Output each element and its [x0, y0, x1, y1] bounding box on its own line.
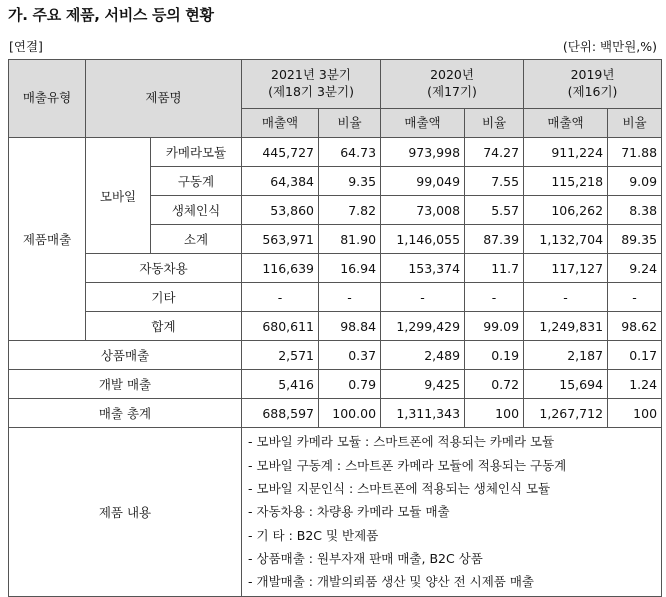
- product-sales-table: [8, 59, 662, 597]
- row-name: 상품매출: [9, 341, 242, 370]
- header-sales-type: 매출유형: [9, 60, 86, 138]
- period-2020-year: 2020년: [430, 67, 474, 83]
- cell-value: 1,249,831: [524, 312, 608, 341]
- cell-value: 688,597: [242, 399, 319, 428]
- unit-label: (단위: 백만원,%): [562, 39, 657, 54]
- cell-value: 71.88: [608, 138, 662, 167]
- table-row: [9, 370, 662, 399]
- cell-value: 87.39: [465, 225, 524, 254]
- cell-value: 0.37: [319, 341, 381, 370]
- cell-value: 73,008: [381, 196, 465, 225]
- row-name: 생체인식: [151, 196, 242, 225]
- cell-value: 0.72: [465, 370, 524, 399]
- description-line: - 개발매출 : 개발의뢰품 생산 및 양산 전 시제품 매출: [248, 574, 534, 590]
- period-2021q3-term: (제18기 3분기): [268, 84, 354, 99]
- table-row: [9, 283, 662, 312]
- row-name: 소계: [151, 225, 242, 254]
- cell-value: 2,489: [381, 341, 465, 370]
- cell-value: 11.7: [465, 254, 524, 283]
- header-ratio-2019: 비율: [608, 109, 662, 138]
- cell-value: 5,416: [242, 370, 319, 399]
- header-period-2021q3: [242, 60, 381, 109]
- header-period-2020: [381, 60, 524, 109]
- cell-value: 9.35: [319, 167, 381, 196]
- cell-value: 9,425: [381, 370, 465, 399]
- cell-value: 153,374: [381, 254, 465, 283]
- cell-value: -: [242, 283, 319, 312]
- row-name: 기타: [86, 283, 242, 312]
- consolidated-label: [연결]: [9, 39, 43, 54]
- description-line: - 기 타 : B2C 및 반제품: [248, 527, 379, 543]
- cell-value: 0.19: [465, 341, 524, 370]
- cell-value: 106,262: [524, 196, 608, 225]
- cell-value: 115,218: [524, 167, 608, 196]
- cell-value: 8.38: [608, 196, 662, 225]
- cell-value: 117,127: [524, 254, 608, 283]
- cell-value: 74.27: [465, 138, 524, 167]
- header-amount-2020: 매출액: [381, 109, 465, 138]
- cell-value: -: [608, 283, 662, 312]
- cell-value: 89.35: [608, 225, 662, 254]
- cell-value: 7.82: [319, 196, 381, 225]
- header-ratio-2020: 비율: [465, 109, 524, 138]
- header-product-name: 제품명: [86, 60, 242, 138]
- cell-value: 1,132,704: [524, 225, 608, 254]
- section-title: 가. 주요 제품, 서비스 등의 현황: [8, 6, 214, 24]
- cell-value: 1,146,055: [381, 225, 465, 254]
- period-2019-term: (제16기): [567, 84, 618, 99]
- header-ratio-2021q3: 비율: [319, 109, 381, 138]
- table-row: [9, 341, 662, 370]
- cell-value: 99.09: [465, 312, 524, 341]
- header-amount-2021q3: 매출액: [242, 109, 319, 138]
- cell-value: 7.55: [465, 167, 524, 196]
- product-content-label: 제품 내용: [9, 428, 242, 597]
- description-line: - 자동차용 : 차량용 카메라 모듈 매출: [248, 504, 450, 520]
- cell-value: 98.62: [608, 312, 662, 341]
- cell-value: 99,049: [381, 167, 465, 196]
- period-2019-year: 2019년: [570, 67, 615, 83]
- cell-value: 1,267,712: [524, 399, 608, 428]
- cell-value: 53,860: [242, 196, 319, 225]
- cell-value: 1,299,429: [381, 312, 465, 341]
- table-row: [9, 399, 662, 428]
- table-row: [9, 138, 662, 167]
- cell-value: -: [319, 283, 381, 312]
- cell-value: 1.24: [608, 370, 662, 399]
- row-name: 자동차용: [86, 254, 242, 283]
- row-name: 매출 총계: [9, 399, 242, 428]
- product-content-description: [242, 428, 662, 597]
- table-row: [9, 312, 662, 341]
- group-product-sales: 제품매출: [9, 138, 86, 341]
- cell-value: 445,727: [242, 138, 319, 167]
- table-row: [9, 254, 662, 283]
- cell-value: 5.57: [465, 196, 524, 225]
- row-name: 개발 매출: [9, 370, 242, 399]
- group-mobile: 모바일: [86, 138, 151, 254]
- cell-value: 2,187: [524, 341, 608, 370]
- cell-value: 64,384: [242, 167, 319, 196]
- cell-value: 100.00: [319, 399, 381, 428]
- header-row-1: [9, 60, 662, 109]
- cell-value: 911,224: [524, 138, 608, 167]
- cell-value: -: [524, 283, 608, 312]
- description-line: - 상품매출 : 원부자재 판매 매출, B2C 상품: [248, 550, 483, 566]
- row-name: 합계: [86, 312, 242, 341]
- cell-value: 2,571: [242, 341, 319, 370]
- description-line: - 모바일 구동계 : 스마트폰 카메라 모듈에 적용되는 구동계: [248, 457, 567, 473]
- cell-value: 100: [608, 399, 662, 428]
- cell-value: 680,611: [242, 312, 319, 341]
- cell-value: -: [465, 283, 524, 312]
- cell-value: -: [381, 283, 465, 312]
- row-name: 카메라모듈: [151, 138, 242, 167]
- cell-value: 15,694: [524, 370, 608, 399]
- product-content-row: [9, 428, 662, 597]
- header-period-2019: [524, 60, 662, 109]
- header-amount-2019: 매출액: [524, 109, 608, 138]
- cell-value: 98.84: [319, 312, 381, 341]
- cell-value: 81.90: [319, 225, 381, 254]
- cell-value: 0.79: [319, 370, 381, 399]
- cell-value: 16.94: [319, 254, 381, 283]
- description-line: - 모바일 지문인식 : 스마트폰에 적용되는 생체인식 모듈: [248, 481, 551, 497]
- cell-value: 9.09: [608, 167, 662, 196]
- cell-value: 64.73: [319, 138, 381, 167]
- description-line: - 모바일 카메라 모듈 : 스마트폰에 적용되는 카메라 모듈: [248, 434, 555, 450]
- period-2020-term: (제17기): [427, 84, 477, 99]
- cell-value: 100: [465, 399, 524, 428]
- cell-value: 9.24: [608, 254, 662, 283]
- period-2021q3-year: 2021년 3분기: [271, 67, 351, 83]
- cell-value: 0.17: [608, 341, 662, 370]
- cell-value: 116,639: [242, 254, 319, 283]
- cell-value: 973,998: [381, 138, 465, 167]
- cell-value: 563,971: [242, 225, 319, 254]
- row-name: 구동계: [151, 167, 242, 196]
- cell-value: 1,311,343: [381, 399, 465, 428]
